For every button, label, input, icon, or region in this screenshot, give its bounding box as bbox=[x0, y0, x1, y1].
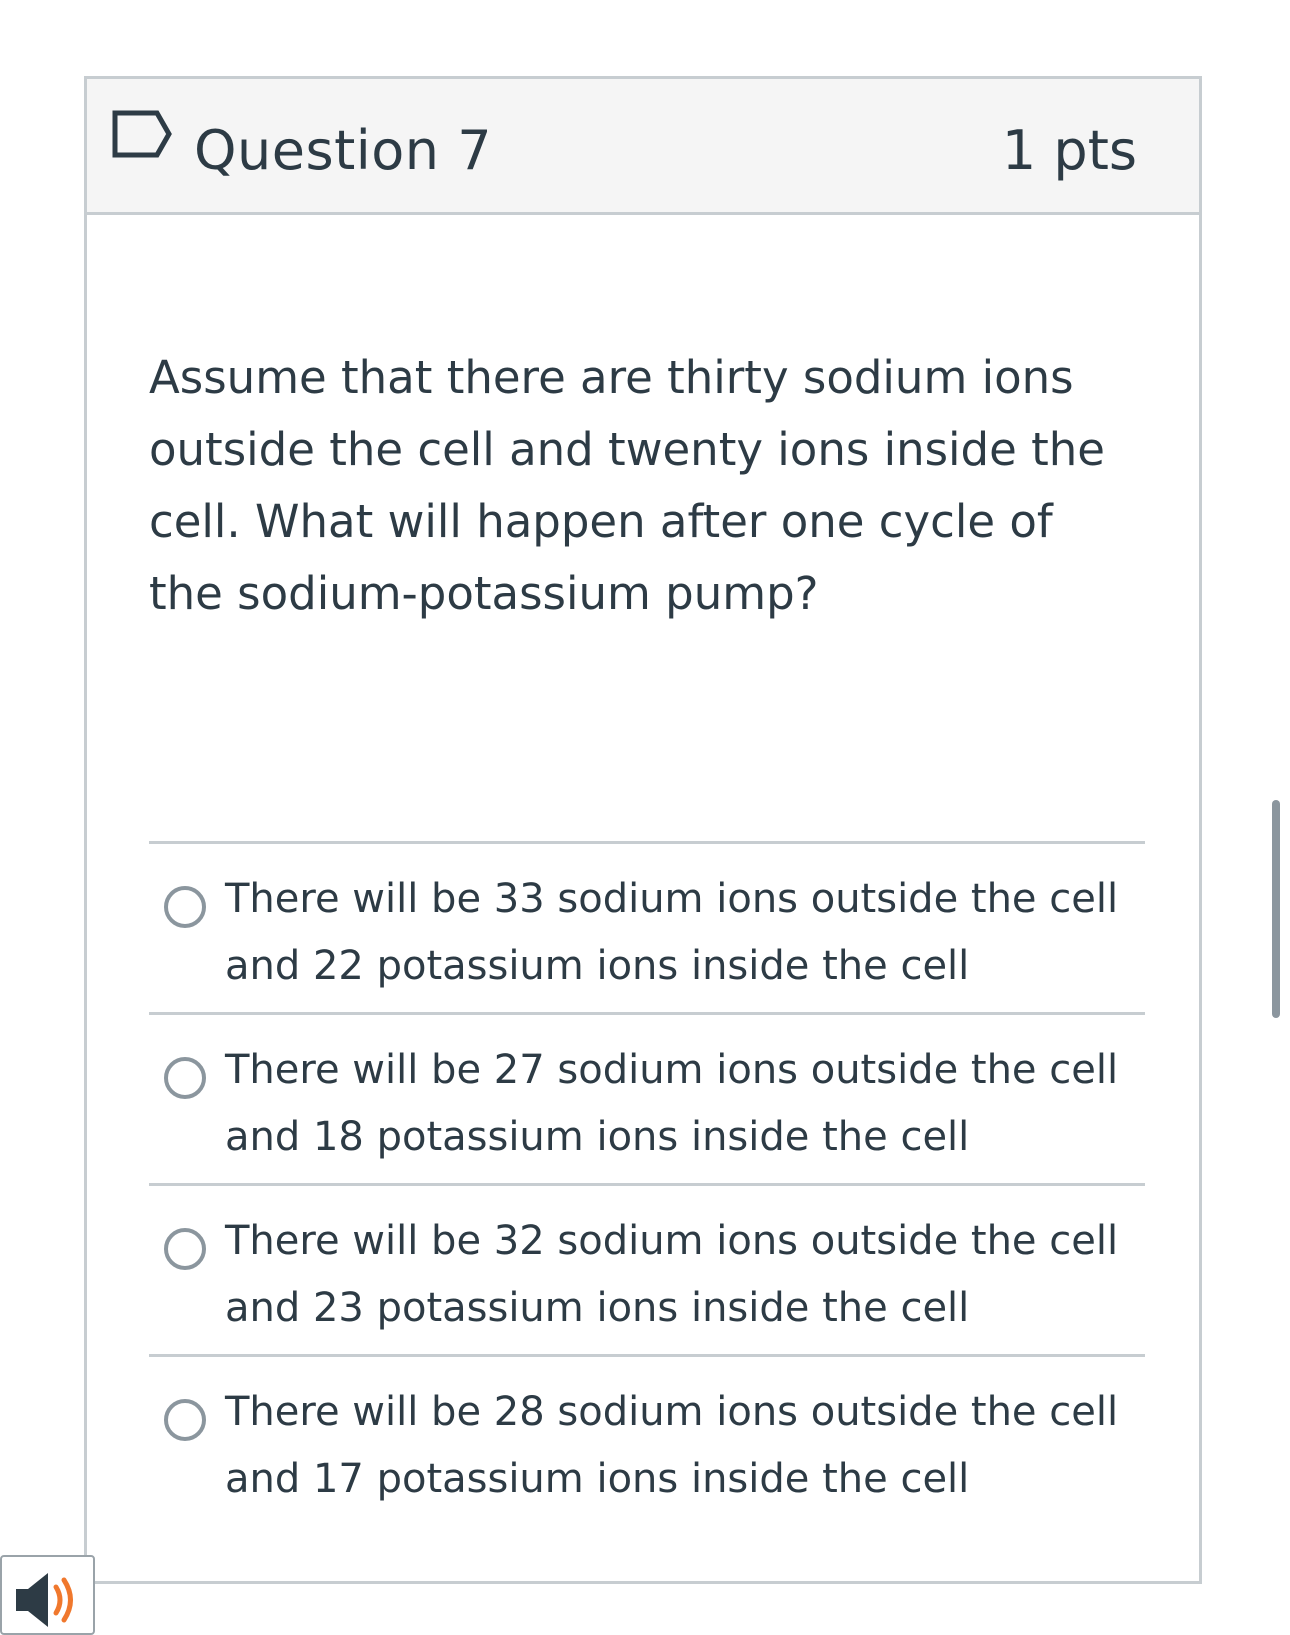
question-card bbox=[84, 76, 1202, 1584]
radio-button[interactable] bbox=[164, 1228, 206, 1270]
answer-option[interactable] bbox=[149, 1183, 1145, 1354]
speaker-icon bbox=[14, 1569, 84, 1631]
answer-option[interactable] bbox=[149, 1354, 1145, 1525]
answer-option[interactable] bbox=[149, 841, 1145, 1012]
flag-question-icon[interactable] bbox=[111, 109, 173, 159]
answer-list bbox=[149, 841, 1145, 1525]
answer-label[interactable]: There will be 32 sodium ions outside the cell and 23 potassium ions inside the cell bbox=[225, 1218, 1119, 1331]
question-header bbox=[87, 79, 1199, 215]
question-points: 1 pts bbox=[1001, 119, 1137, 182]
answer-label[interactable]: There will be 28 sodium ions outside the cell and 17 potassium ions inside the cell bbox=[225, 1389, 1119, 1502]
question-title: Question 7 bbox=[194, 119, 493, 182]
question-text: Assume that there are thirty sodium ions outside the cell and twenty ions inside the cell. What will happen after one cycle of the sodium-potassium pump? bbox=[149, 351, 1105, 620]
radio-button[interactable] bbox=[164, 1057, 206, 1099]
scrollbar-thumb[interactable] bbox=[1272, 800, 1280, 1018]
answer-option[interactable] bbox=[149, 1012, 1145, 1183]
audio-button[interactable] bbox=[0, 1555, 95, 1635]
answer-label[interactable]: There will be 33 sodium ions outside the cell and 22 potassium ions inside the cell bbox=[225, 876, 1119, 989]
radio-button[interactable] bbox=[164, 886, 206, 928]
answer-label[interactable]: There will be 27 sodium ions outside the cell and 18 potassium ions inside the cell bbox=[225, 1047, 1119, 1160]
radio-button[interactable] bbox=[164, 1399, 206, 1441]
